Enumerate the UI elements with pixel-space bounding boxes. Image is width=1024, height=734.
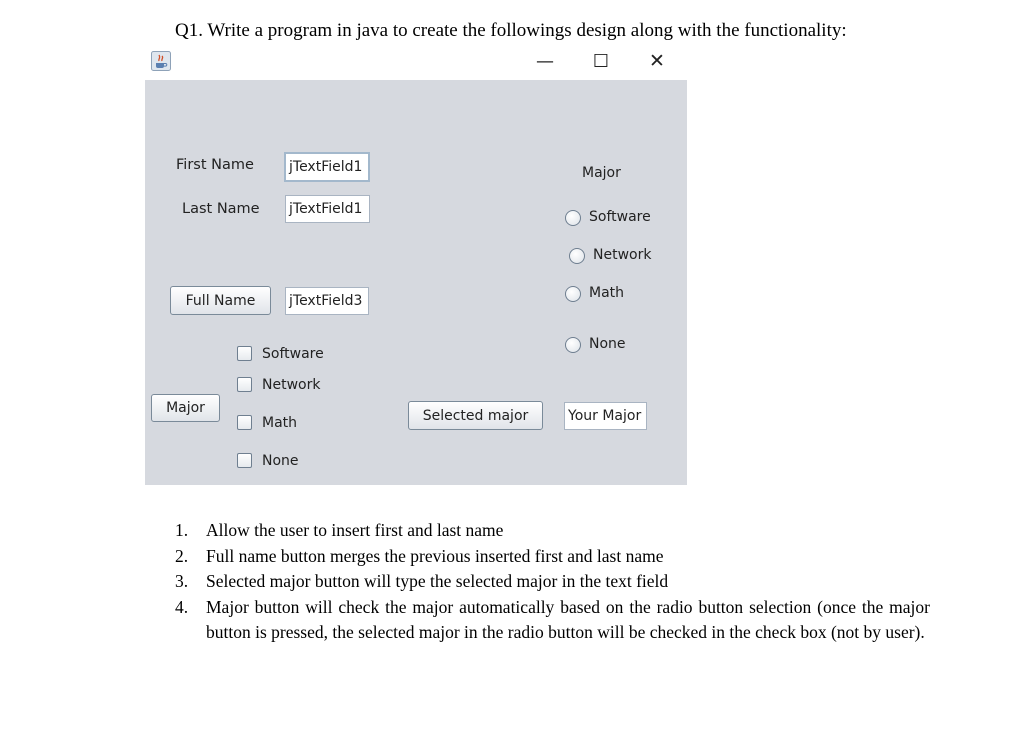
- radio-label-software: Software: [589, 209, 651, 225]
- checkbox-math[interactable]: [237, 415, 252, 430]
- list-item-text: Major button will check the major automatically based on the radio button selection (once the major button is pressed, the selected major in the radio button will be checked in the check box (not by user).: [206, 596, 930, 642]
- list-item-text: Selected major button will type the selected major in the text field: [206, 571, 669, 591]
- selected-major-button[interactable]: Selected major: [408, 401, 543, 430]
- list-item: [175, 595, 930, 646]
- radio-none[interactable]: [565, 337, 581, 353]
- checkbox-none[interactable]: [237, 453, 252, 468]
- checkbox-label-network: Network: [262, 377, 321, 393]
- checkbox-network[interactable]: [237, 377, 252, 392]
- list-item-number: 1.: [175, 520, 189, 540]
- maximize-icon: ☐: [592, 50, 610, 72]
- full-name-field[interactable]: jTextField3: [285, 287, 369, 315]
- instructions-list: [175, 518, 930, 646]
- last-name-field[interactable]: jTextField1: [285, 195, 370, 223]
- your-major-field[interactable]: Your Major: [564, 402, 647, 430]
- major-button[interactable]: Major: [151, 394, 220, 422]
- checkbox-label-software: Software: [262, 346, 324, 362]
- radio-label-math: Math: [589, 285, 625, 301]
- radio-label-network: Network: [593, 247, 652, 263]
- question-text: Q1. Write a program in java to create the followings design along with the functionality:: [175, 20, 847, 41]
- close-button[interactable]: [642, 49, 672, 73]
- list-item-number: 4.: [175, 596, 189, 617]
- list-item-text: Full name button merges the previous inserted first and last name: [206, 545, 664, 566]
- list-item: [175, 569, 930, 595]
- radio-network[interactable]: [569, 248, 585, 264]
- list-item-number: 3.: [175, 571, 189, 591]
- checkbox-label-none: None: [262, 453, 299, 469]
- first-name-label: First Name: [176, 157, 254, 173]
- radio-label-none: None: [589, 336, 626, 352]
- checkbox-software[interactable]: [237, 346, 252, 361]
- radio-group-label: Major: [582, 165, 621, 181]
- minimize-button[interactable]: [530, 49, 560, 73]
- first-name-field[interactable]: jTextField1: [284, 152, 370, 182]
- last-name-label: Last Name: [182, 201, 260, 217]
- full-name-button[interactable]: Full Name: [170, 286, 271, 315]
- close-icon: ✕: [649, 50, 665, 72]
- radio-math[interactable]: [565, 286, 581, 302]
- list-item-number: 2.: [175, 545, 189, 566]
- java-coffee-icon[interactable]: [151, 51, 171, 71]
- maximize-button[interactable]: [586, 49, 616, 73]
- list-item: [175, 544, 930, 570]
- list-item: [175, 518, 930, 544]
- checkbox-label-math: Math: [262, 415, 298, 431]
- list-item-text: Allow the user to insert first and last name: [206, 520, 504, 540]
- minimize-icon: —: [536, 50, 554, 72]
- radio-software[interactable]: [565, 210, 581, 226]
